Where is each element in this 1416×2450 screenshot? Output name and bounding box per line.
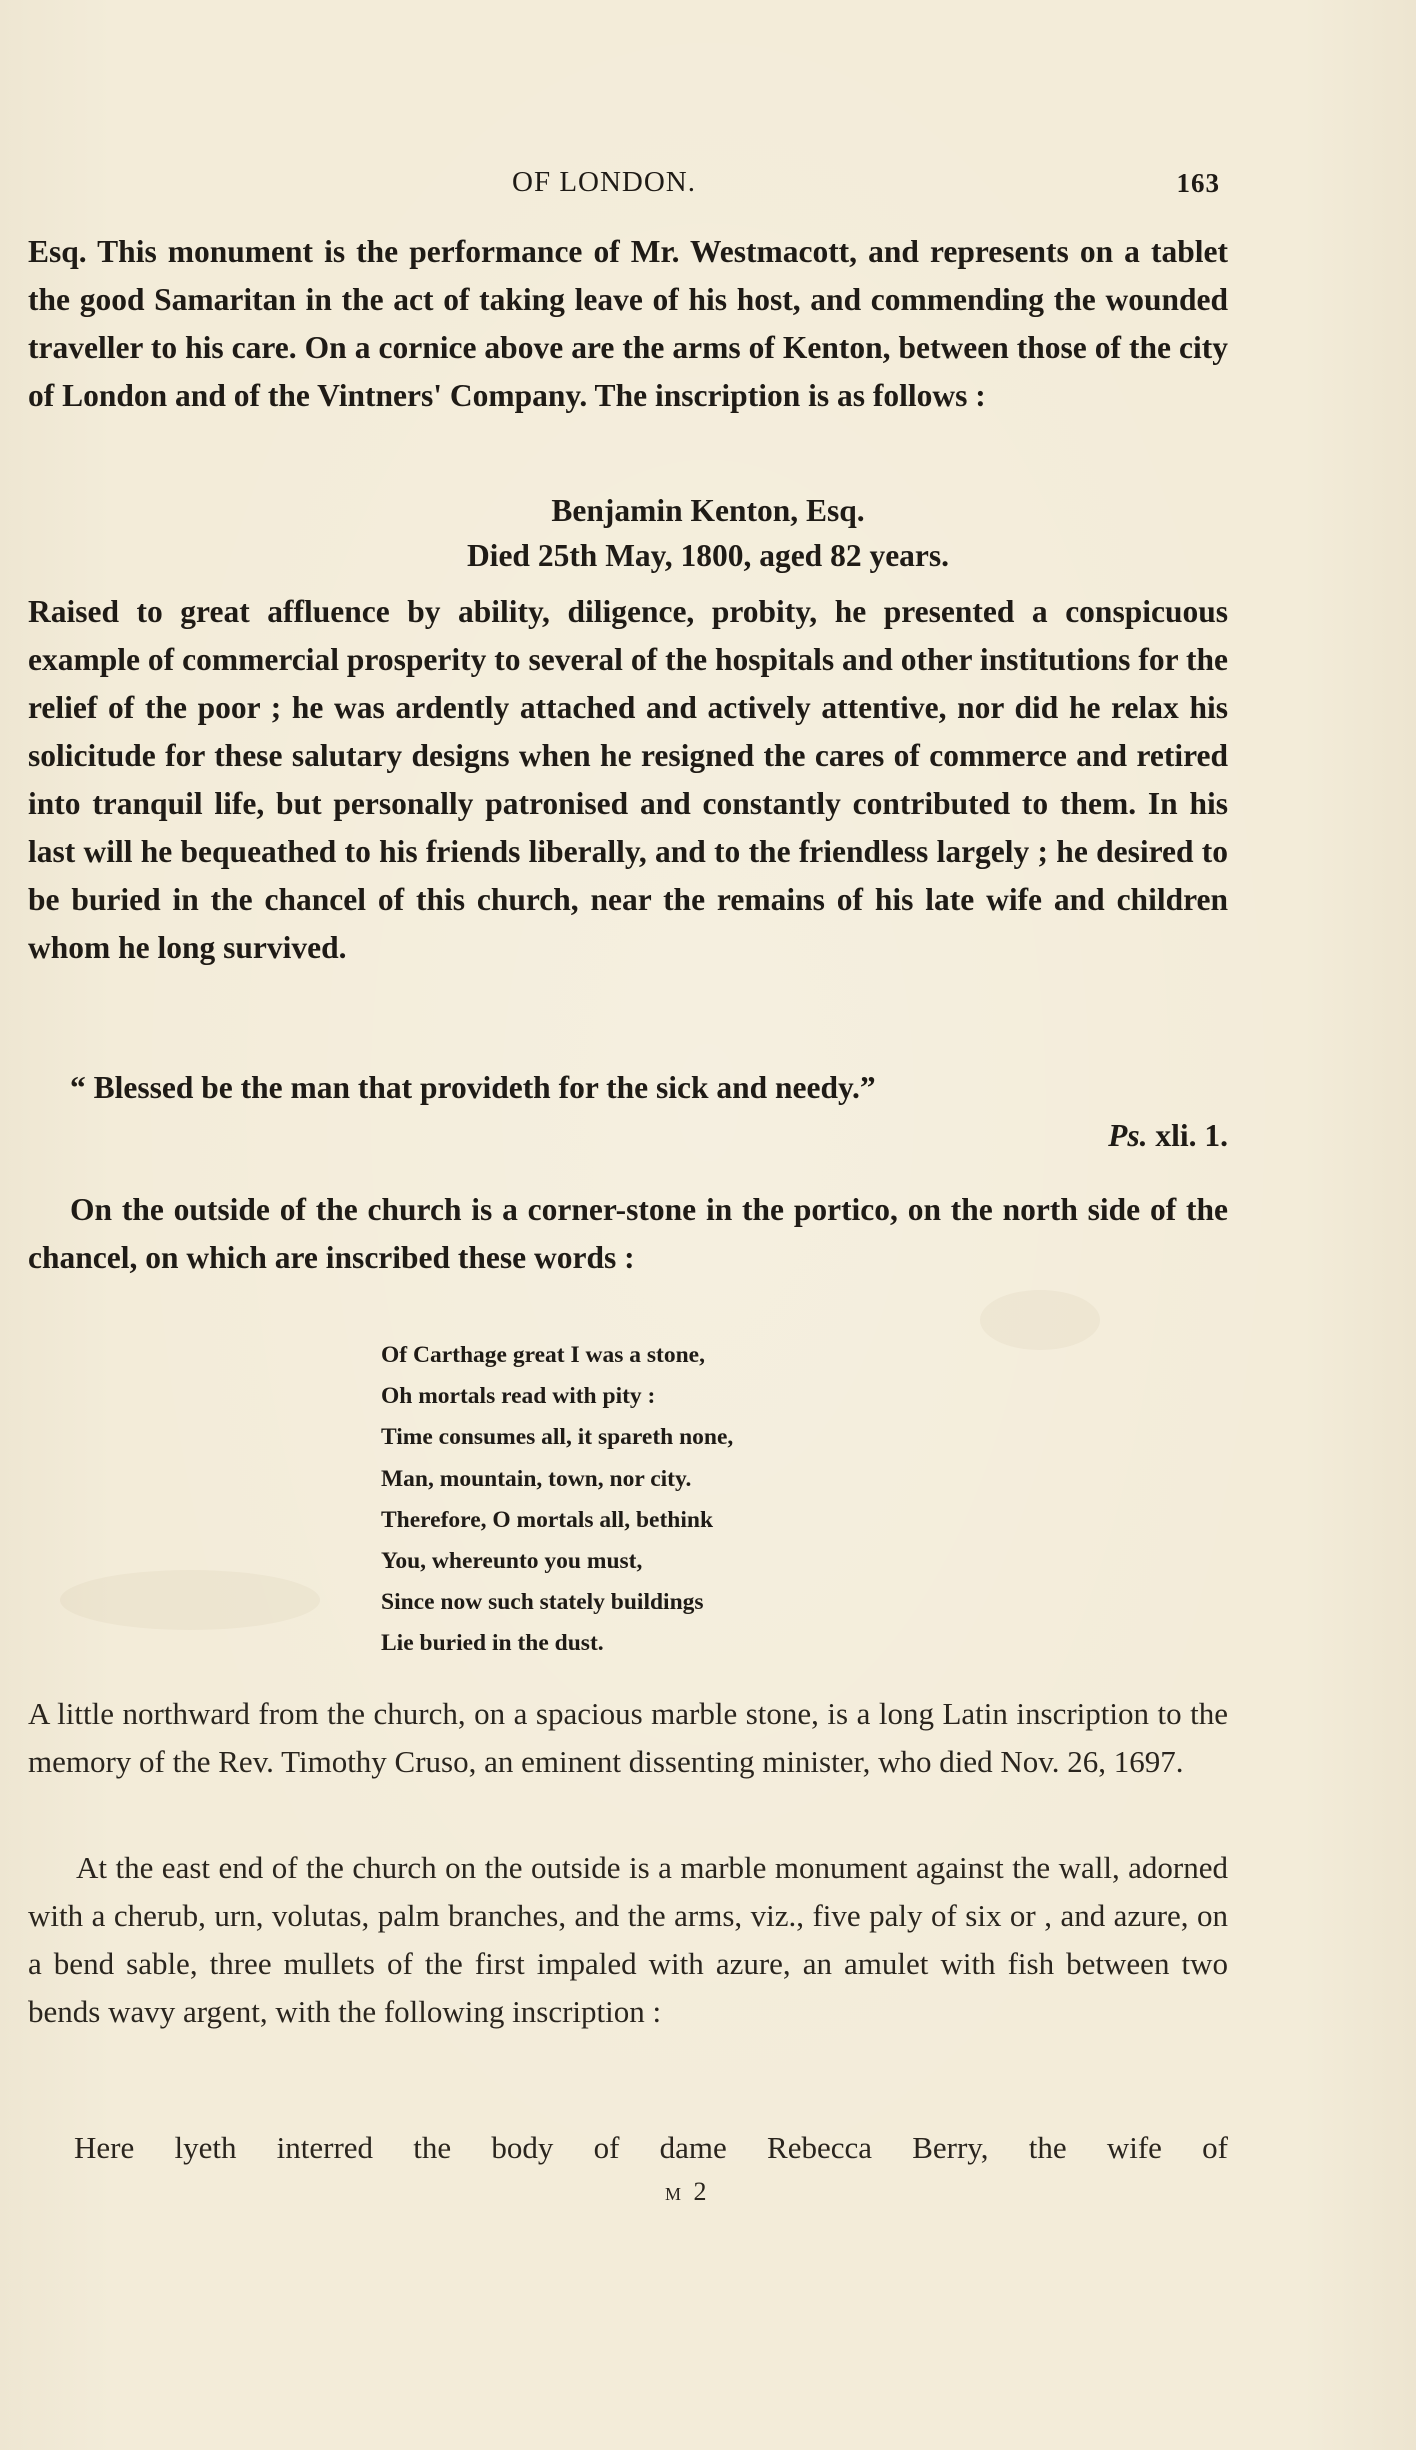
page-header (0, 166, 1416, 206)
poem-line: Lie buried in the dust. (381, 1630, 604, 1657)
page-number: 163 (1176, 168, 1220, 198)
poem-line: You, whereunto you must, (381, 1548, 643, 1575)
poem-line: Since now such stately buildings (381, 1589, 704, 1616)
paragraph-monument-description: Esq. This monument is the performance of Mr. Westmacott, and represents on a tablet the good Samaritan in the act of taking leave of his host, and commending the wounded traveller to his care. On a cornice above are the arms of Kenton, between those of the city of London and of the Vintners' Company. The inscription is as follows : (28, 234, 1228, 413)
poem-line: Man, mountain, town, nor city. (381, 1465, 692, 1492)
signature-number: 2 (693, 2177, 711, 2206)
poem-line: Time consumes all, it spareth none, (381, 1424, 734, 1451)
poem-line: Oh mortals read with pity : (381, 1383, 656, 1410)
signature-letter: M (665, 2184, 684, 2204)
citation-reference: xli. 1. (1155, 1118, 1228, 1153)
paragraph-east-monument: At the east end of the church on the outside is a marble monument against the wall, adorned with a cherub, urn, volutas, palm branches, and the arms, viz., five paly of six or , and azure, on a bend sable, three mullets of the first impaled with azure, an amulet with fish between two bends wavy argent, with the following inscription : (28, 1850, 1228, 2029)
citation-book: Ps. (1108, 1118, 1148, 1153)
paper-stain (60, 1570, 320, 1630)
paragraph-inscription-text: Raised to great affluence by ability, diligence, probity, he presented a conspicuous example of commercial prosperity to several of the hospitals and other institutions for the relief of the poor ; he was ardently attached and actively attentive, nor did he relax his solicitude for these salutary designs when he resigned the cares of commerce and retired into tranquil life, but personally patronised and constantly contributed to them. In his last will he bequeathed to his friends liberally, and to the friendless largely ; he desired to be buried in the chancel of this church, near the remains of his late wife and children whom he long survived. (28, 594, 1228, 965)
inscription-name: Benjamin Kenton, Esq. (551, 493, 865, 528)
scripture-quote: “ Blessed be the man that provideth for the sick and needy.” (70, 1070, 876, 1105)
poem-line: Of Carthage great I was a stone, (381, 1342, 705, 1368)
paragraph-cruso-inscription: A little northward from the church, on a spacious marble stone, is a long Latin inscription to the memory of the Rev. Timothy Cruso, an eminent dissenting minister, who died Nov. 26, 1697. (28, 1696, 1228, 1779)
running-title: OF LONDON. (512, 166, 696, 198)
paragraph-rebecca-berry: Here lyeth interred the body of dame Rebecca Berry, the wife of (74, 2130, 1228, 2165)
signature-mark (665, 2177, 711, 2207)
corner-stone-poem (381, 1335, 733, 1665)
paper-stain (980, 1290, 1100, 1350)
inscription-died: Died 25th May, 1800, aged 82 years. (466, 538, 950, 573)
paragraph-corner-stone: On the outside of the church is a corner-stone in the portico, on the north side of the chancel, on which are inscribed these words : (28, 1192, 1228, 1275)
poem-line: Therefore, O mortals all, bethink (381, 1506, 714, 1533)
